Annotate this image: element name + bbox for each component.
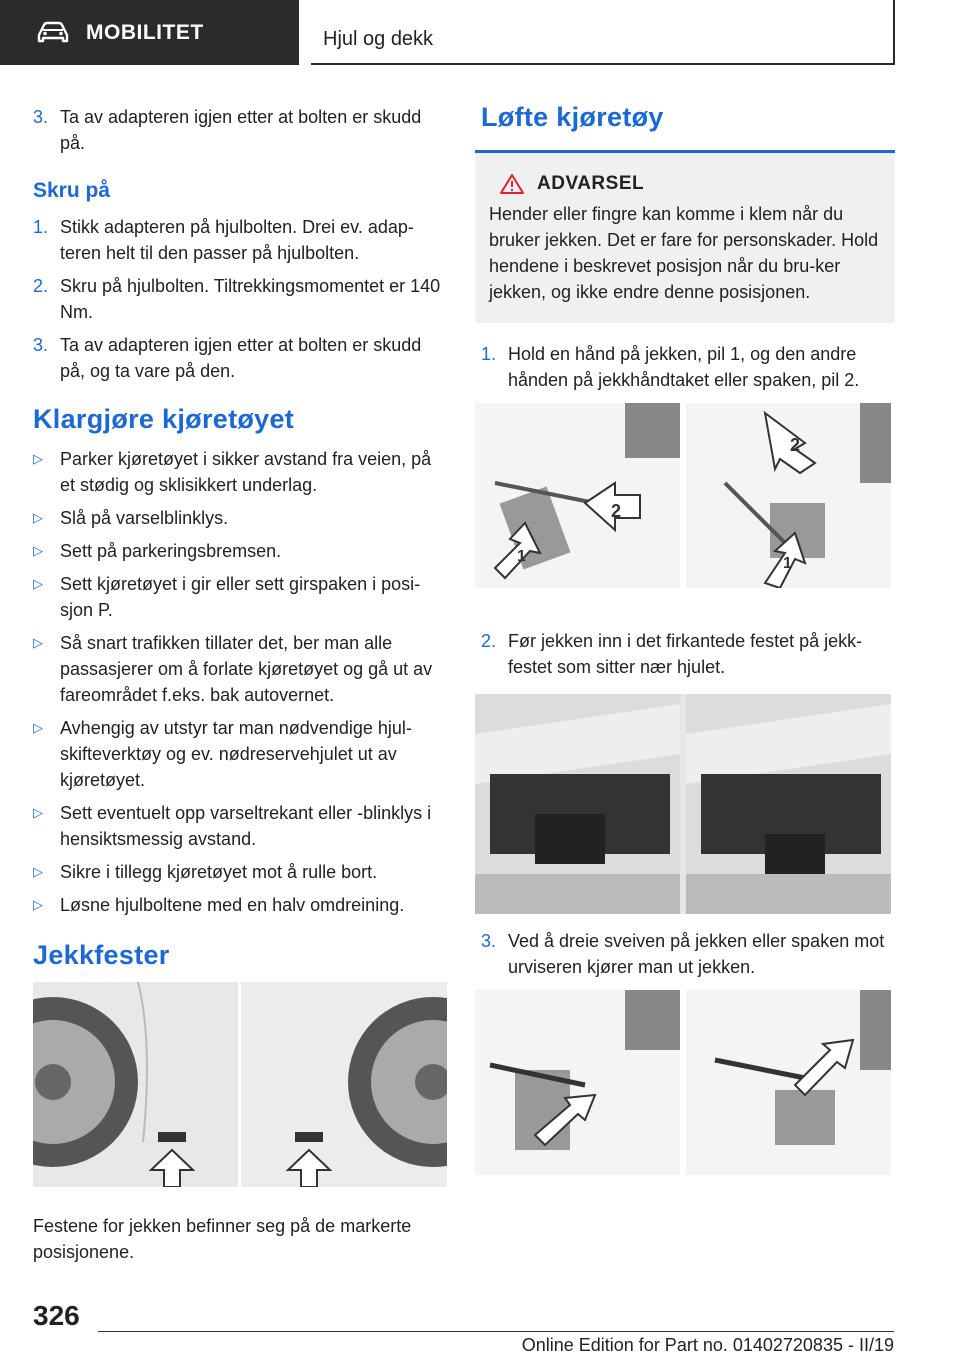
bullet-text: Parker kjøretøyet i sikker avstand fra veien, på et stødig og sklisikkert underlag. (60, 449, 432, 495)
step-text: Ta av adapteren igjen etter at bolten er skudd på. (60, 107, 422, 153)
bullet-text: Avhengig av utstyr tar man nødvendige hjul‐skifteverktøy og ev. nødreservehjulet ut av kjøretøyet. (60, 718, 412, 790)
warning-icon (499, 173, 525, 195)
jack-hand-position-illustration (475, 403, 891, 588)
warning-label: ADVARSEL (537, 173, 645, 194)
step-text: Før jekken inn i det firkantede festet på jekk‐festet som sitter nær hjulet. (508, 631, 863, 677)
section-heading: Skru på (33, 179, 111, 202)
step-number: 2. (33, 276, 49, 296)
list-item (33, 715, 447, 793)
arrow-label: 2 (790, 435, 801, 455)
list-item (481, 341, 895, 393)
car-icon (36, 21, 70, 45)
page-number: 326 (33, 1300, 80, 1331)
jack-crank-illustration (475, 990, 891, 1175)
list-item (33, 571, 447, 623)
warning-box (475, 150, 895, 323)
bullet-icon: ▷ (33, 897, 43, 912)
bullet-icon: ▷ (33, 451, 43, 466)
bullet-icon: ▷ (33, 576, 43, 591)
bullet-text: Sett eventuelt opp varseltrekant eller -blinklys i hensiktsmessig avstand. (60, 803, 432, 849)
step-number: 1. (33, 217, 49, 237)
step-text: Ta av adapteren igjen etter at bolten er skudd på, og ta vare på den. (60, 335, 422, 381)
jack-seat-photo (475, 694, 891, 914)
bullet-text: Så snart trafikken tillater det, ber man alle passasjerer om å forlate kjøretøyet og gå ut av fareområdet f.eks. bak autovernet. (60, 633, 433, 705)
arrow-label: 1 (783, 555, 792, 572)
image-caption: Festene for jekken befinner seg på de markerte posisjonene. (33, 1216, 412, 1262)
arrow-label: 1 (517, 548, 526, 565)
step-number: 3. (33, 107, 49, 127)
jack-points-illustration (33, 982, 447, 1187)
chapter-header (311, 0, 895, 65)
jack-crank-drawing (475, 990, 891, 1175)
step-text: Ved å dreie sveiven på jekken eller spaken mot urviseren kjører man ut jekken. (508, 931, 885, 977)
list-item (33, 332, 447, 384)
bullet-icon: ▷ (33, 720, 43, 735)
bullet-icon: ▷ (33, 543, 43, 558)
bullet-text: Slå på varselblinklys. (60, 508, 229, 528)
list-item (33, 273, 447, 325)
jack-illustration (475, 403, 891, 588)
bullet-icon: ▷ (33, 635, 43, 650)
bullet-text: Sett på parkeringsbremsen. (60, 541, 282, 561)
list-item (33, 538, 447, 564)
step-number: 3. (33, 335, 49, 355)
step-text: Hold en hånd på jekken, pil 1, og den andre hånden på jekkhåndtaket eller spaken, pil 2. (508, 344, 860, 390)
footer-edition: Online Edition for Part no. 01402720835 - II/19 (521, 1335, 894, 1355)
step-number: 2. (481, 631, 497, 651)
bullet-icon: ▷ (33, 510, 43, 525)
section-heading: Klargjøre kjøretøyet (33, 404, 295, 434)
bullet-icon: ▷ (33, 805, 43, 820)
chapter-title: Hjul og dekk (323, 28, 434, 50)
car-side-illustration (33, 982, 447, 1187)
step-text: Skru på hjulbolten. Tiltrekkingsmomentet er 140 Nm. (60, 276, 441, 322)
step-number: 3. (481, 931, 497, 951)
list-item (33, 892, 447, 918)
skru-steps (33, 214, 447, 384)
section-heading: Jekkfester (33, 940, 170, 970)
step-text: Stikk adapteren på hjulbolten. Drei ev. adap‐teren helt til den passer på hjulbolten. (60, 217, 414, 263)
bullet-list (33, 446, 447, 918)
warning-text: Hender eller fingre kan komme i klem når du bruker jekken. Det er fare for personskader. Hold hendene i beskrevet posisjon når du bru‐ker jekken, og ikke endre denne posisjonen. (489, 204, 879, 302)
right-column (475, 104, 895, 1175)
list-item (33, 800, 447, 852)
arrow-label: 2 (611, 501, 622, 521)
list-item (33, 859, 447, 885)
step-number: 1. (481, 344, 497, 364)
list-item (33, 630, 447, 708)
bullet-text: Løsne hjulboltene med en halv omdreining. (60, 895, 405, 915)
list-item (33, 104, 447, 156)
list-item (481, 928, 895, 980)
list-item (33, 505, 447, 531)
footer-divider (98, 1331, 894, 1332)
section-title: MOBILITET (86, 20, 204, 44)
section-tab (0, 0, 299, 65)
list-item (33, 214, 447, 266)
list-item (33, 446, 447, 498)
jack-seat-illustration (475, 694, 891, 914)
list-item (481, 628, 895, 680)
bullet-text: Sikre i tillegg kjøretøyet mot å rulle bort. (60, 862, 378, 882)
bullet-text: Sett kjøretøyet i gir eller sett girspaken i posi‐sjon P. (60, 574, 421, 620)
left-column (33, 104, 447, 1265)
bullet-icon: ▷ (33, 864, 43, 879)
section-heading: Løfte kjøretøy (481, 102, 664, 132)
